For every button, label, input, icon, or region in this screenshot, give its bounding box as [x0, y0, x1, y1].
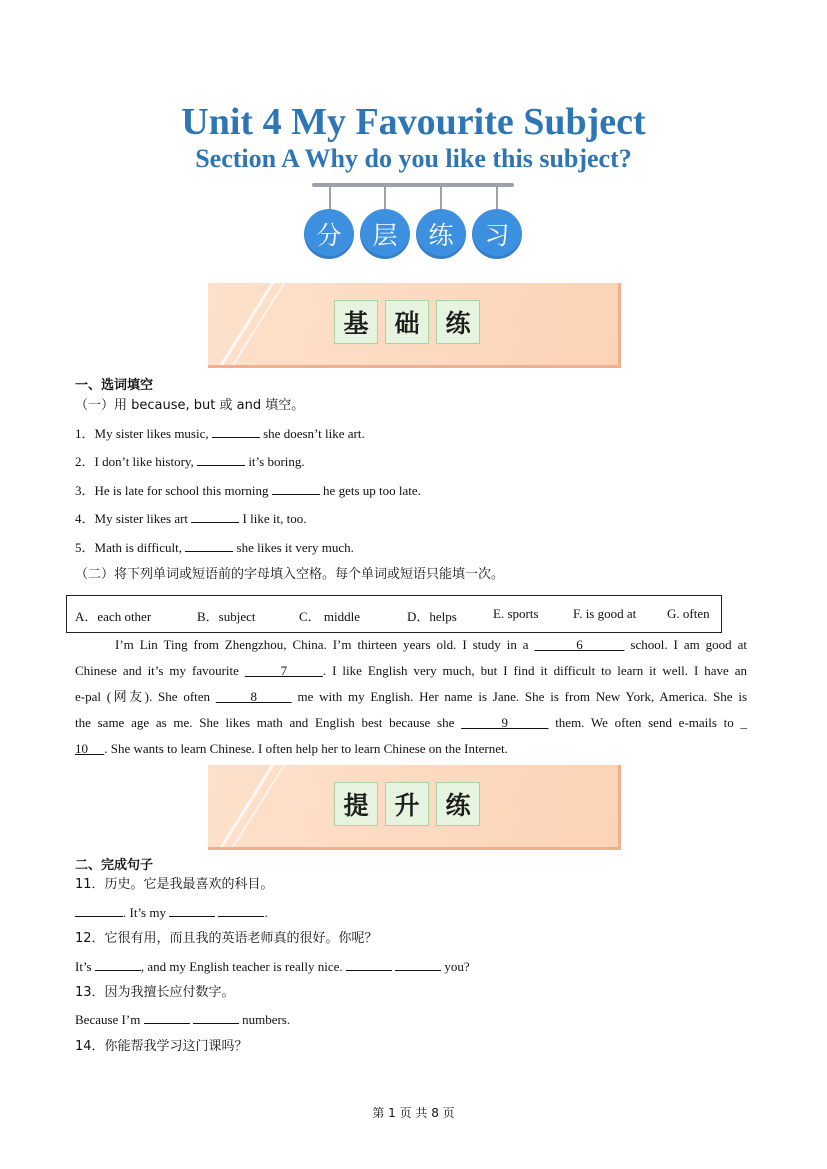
question-4: 4．My sister likes art I like it, too.: [75, 511, 307, 526]
hanger-bar: [312, 183, 514, 187]
page-subtitle: Section A Why do you like this subject?: [195, 144, 632, 173]
banner-tile: 升: [385, 782, 429, 826]
question-5: 5．Math is difficult, she likes it very much.: [75, 540, 354, 555]
answer-blank[interactable]: 6: [576, 637, 583, 652]
answer-blank[interactable]: [218, 904, 264, 917]
circle-badge: 分: [304, 209, 354, 259]
answer-blank[interactable]: [197, 453, 245, 466]
question-1: 1．My sister likes music, she doesn’t like art.: [75, 426, 365, 441]
instruction: （二）将下列单词或短语前的字母填入空格。每个单词或短语只能填一次。: [75, 567, 505, 582]
page-title: Unit 4 My Favourite Subject: [181, 101, 646, 143]
option: D．helps: [407, 609, 457, 624]
answer-blank[interactable]: [169, 904, 215, 917]
banner-tile: 基: [334, 300, 378, 344]
section-heading: 二、完成句子: [75, 858, 154, 873]
option: A．each other: [75, 609, 152, 624]
answer-blank[interactable]: [95, 958, 141, 971]
hanger-string: [440, 186, 442, 210]
answer-blank[interactable]: [395, 958, 441, 971]
question-13-prompt: 13．因为我擅长应付数字。: [75, 985, 235, 1000]
circle-badge: 练: [416, 209, 466, 259]
answer-blank[interactable]: [193, 1011, 239, 1024]
question-12-answer: It’s , and my English teacher is really nice. you?: [75, 959, 470, 974]
option: G. often: [667, 606, 710, 621]
options-box: [66, 595, 722, 633]
banner-tile: 提: [334, 782, 378, 826]
answer-blank[interactable]: [212, 425, 260, 438]
question-3: 3．He is late for school this morning he gets up too late.: [75, 483, 421, 498]
question-2: 2．I don’t like history, it’s boring.: [75, 454, 305, 469]
answer-blank[interactable]: [272, 482, 320, 495]
answer-blank[interactable]: [185, 539, 233, 552]
answer-blank[interactable]: 8: [250, 689, 257, 704]
banner-tile: 练: [436, 782, 480, 826]
question-11-prompt: 11．历史。它是我最喜欢的科目。: [75, 877, 274, 892]
circle-badge: 层: [360, 209, 410, 259]
section-heading: 一、选词填空: [75, 378, 154, 393]
option: C． middle: [299, 609, 361, 624]
hanger-string: [496, 186, 498, 210]
passage-line: Chinese and it’s my favourite 7 . I like English very much, but I find it difficult to learn it well. I have an: [75, 663, 748, 678]
banner-tile: 础: [385, 300, 429, 344]
question-12-prompt: 12．它很有用，而且我的英语老师真的很好。你呢？: [75, 931, 378, 946]
hanger-string: [329, 186, 331, 210]
question-13-answer: Because I’m numbers.: [75, 1012, 291, 1027]
option: F. is good at: [573, 606, 637, 621]
passage-line: e-pal (网友). She often 8 me with my English. Her name is Jane. She is from New York, America. She is: [75, 689, 748, 704]
instruction: （一）用 because, but 或 and 填空。: [75, 398, 305, 413]
banner-tile: 练: [436, 300, 480, 344]
answer-blank[interactable]: 10: [75, 741, 88, 756]
answer-blank[interactable]: [191, 510, 239, 523]
circle-badge: 习: [472, 209, 522, 259]
option: B．subject: [197, 609, 256, 624]
option: E. sports: [493, 606, 539, 621]
answer-blank[interactable]: [346, 958, 392, 971]
page-footer: 第 1 页 共 8 页: [372, 1106, 455, 1120]
basic-practice-banner: [208, 283, 621, 368]
question-11-answer: . It’s my .: [75, 904, 268, 922]
advanced-practice-banner: [208, 765, 621, 850]
answer-blank[interactable]: [75, 904, 123, 917]
passage-line: 10 . She wants to learn Chinese. I often help her to learn Chinese on the Internet.: [75, 741, 508, 756]
answer-blank[interactable]: 9: [501, 715, 509, 730]
hanger-string: [384, 186, 386, 210]
cloze-passage: [75, 632, 747, 762]
passage-line: I’m Lin Ting from Zhengzhou, China. I’m thirteen years old. I study in a 6 school. I am good at: [115, 637, 748, 652]
question-14-prompt: 14．你能帮我学习这门课吗？: [75, 1039, 248, 1054]
passage-line: the same age as me. She likes math and English best because she 9 them. We often send e-mails to _: [75, 715, 748, 730]
answer-blank[interactable]: 7: [280, 663, 288, 678]
answer-blank[interactable]: [144, 1011, 190, 1024]
